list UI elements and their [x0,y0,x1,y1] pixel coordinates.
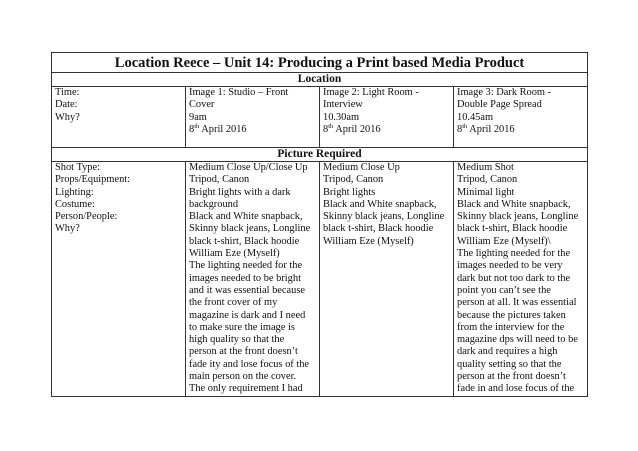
image-3-header-line: Double Page Spread [457,99,542,111]
detail-line: person at the front doesn’t [189,346,298,358]
date-rest: April 2016 [333,123,381,135]
detail-line: Tripod, Canon [457,174,518,186]
date-suffix: th [328,122,334,130]
detail-line: person at all. It was essential [457,297,577,309]
image-1-date [189,124,316,136]
image-1-time: 9am [189,111,207,123]
detail-line: black t-shirt, Black hoodie [457,223,568,235]
detail-line: dark but not too dark to the [457,272,571,284]
date-day: 8 [457,123,463,135]
lighting-label: Lighting: [55,186,94,198]
date-day: 8 [323,123,329,135]
detail-line: fade in and lose focus of the [457,383,575,395]
date-rest: April 2016 [467,123,515,135]
date-suffix: th [462,122,468,130]
detail-line: magazine dps will need to be [457,334,578,346]
image-1-location-cell [186,87,320,148]
detail-line: point you can’t see the [457,284,551,296]
image-1-picture-cell [186,162,320,397]
detail-line: Minimal light [457,186,515,198]
detail-line: Medium Shot [457,162,514,173]
shot-type-label: Shot Type: [55,162,100,173]
detail-line: because the pictures taken [457,309,566,321]
detail-line: dark and requires a high [457,346,558,358]
detail-line: Skinny black jeans, Longline [189,223,311,235]
detail-line: Medium Close Up/Close Up [189,162,308,173]
costume-label: Costume: [55,198,95,210]
detail-line: Medium Close Up [323,162,400,173]
image-2-header-line: Interview [323,99,363,111]
detail-line: William Eze (Myself) [323,235,414,247]
person-people-label: Person/People: [55,211,118,223]
location-labels-cell [52,87,186,148]
props-equipment-label: Props/Equipment: [55,174,131,186]
recce-table [51,52,588,397]
image-3-time: 10.45am [457,111,494,123]
document-title: Location Reece – Unit 14: Producing a Print based Media Product [52,53,588,73]
location-recce-document [51,52,587,397]
detail-line: magazine is dark and I need [189,309,306,321]
image-2-time: 10.30am [323,111,360,123]
detail-line: black t-shirt, Black hoodie [323,223,434,235]
image-1-header-line: Cover [189,99,215,111]
picture-required-heading: Picture Required [52,148,588,162]
image-3-location-cell [454,87,588,148]
detail-line: The only requirement I had [189,383,303,395]
detail-line: person at the front doesn’t [457,371,566,383]
detail-line: from the interview for the [457,321,565,333]
image-3-date [457,124,584,136]
detail-line: quality setting so that the [457,358,562,370]
picture-labels-cell [52,162,186,397]
detail-line: images needed to be bright [189,272,301,284]
why-label: Why? [55,223,80,235]
image-3-header-line: Image 3: Dark Room - [457,87,552,98]
date-rest: April 2016 [199,123,247,135]
detail-line: to make sure the image is [189,321,295,333]
detail-line: fade ity and lose focus of the [189,358,310,370]
detail-line: Tripod, Canon [189,174,250,186]
detail-line: background [189,198,239,210]
location-section-heading: Location [52,73,588,87]
time-label: Time: [55,87,80,98]
detail-line: Black and White snapback, [457,198,571,210]
detail-line: Tripod, Canon [323,174,384,186]
detail-line: Black and White snapback, [189,211,303,223]
detail-line: high quality so that the [189,334,285,346]
detail-line: Skinny black jeans, Longline [457,211,579,223]
detail-line: Bright lights [323,186,376,198]
detail-line: William Eze (Myself)\ [457,235,551,247]
detail-line: Black and White snapback, [323,198,437,210]
image-2-header-line: Image 2: Light Room - [323,87,419,98]
detail-line: The lighting needed for the [189,260,303,272]
detail-line: images needed to be very [457,260,563,272]
detail-line: main person on the cover. [189,371,297,383]
detail-line: William Eze (Myself) [189,248,280,260]
image-1-header-line: Image 1: Studio – Front [189,87,289,98]
date-day: 8 [189,123,195,135]
image-2-picture-cell [320,162,454,397]
detail-line: The lighting needed for the [457,248,571,260]
detail-line: Skinny black jeans, Longline [323,211,445,223]
date-label: Date: [55,99,78,111]
detail-line: Bright lights with a dark [189,186,291,198]
detail-line: black t-shirt, Black hoodie [189,235,300,247]
image-2-date [323,124,450,136]
detail-line: the front cover of my [189,297,278,309]
why-label: Why? [55,111,80,123]
image-3-picture-cell [454,162,588,397]
image-2-location-cell [320,87,454,148]
detail-line: and it was essential because [189,284,305,296]
date-suffix: th [194,122,200,130]
